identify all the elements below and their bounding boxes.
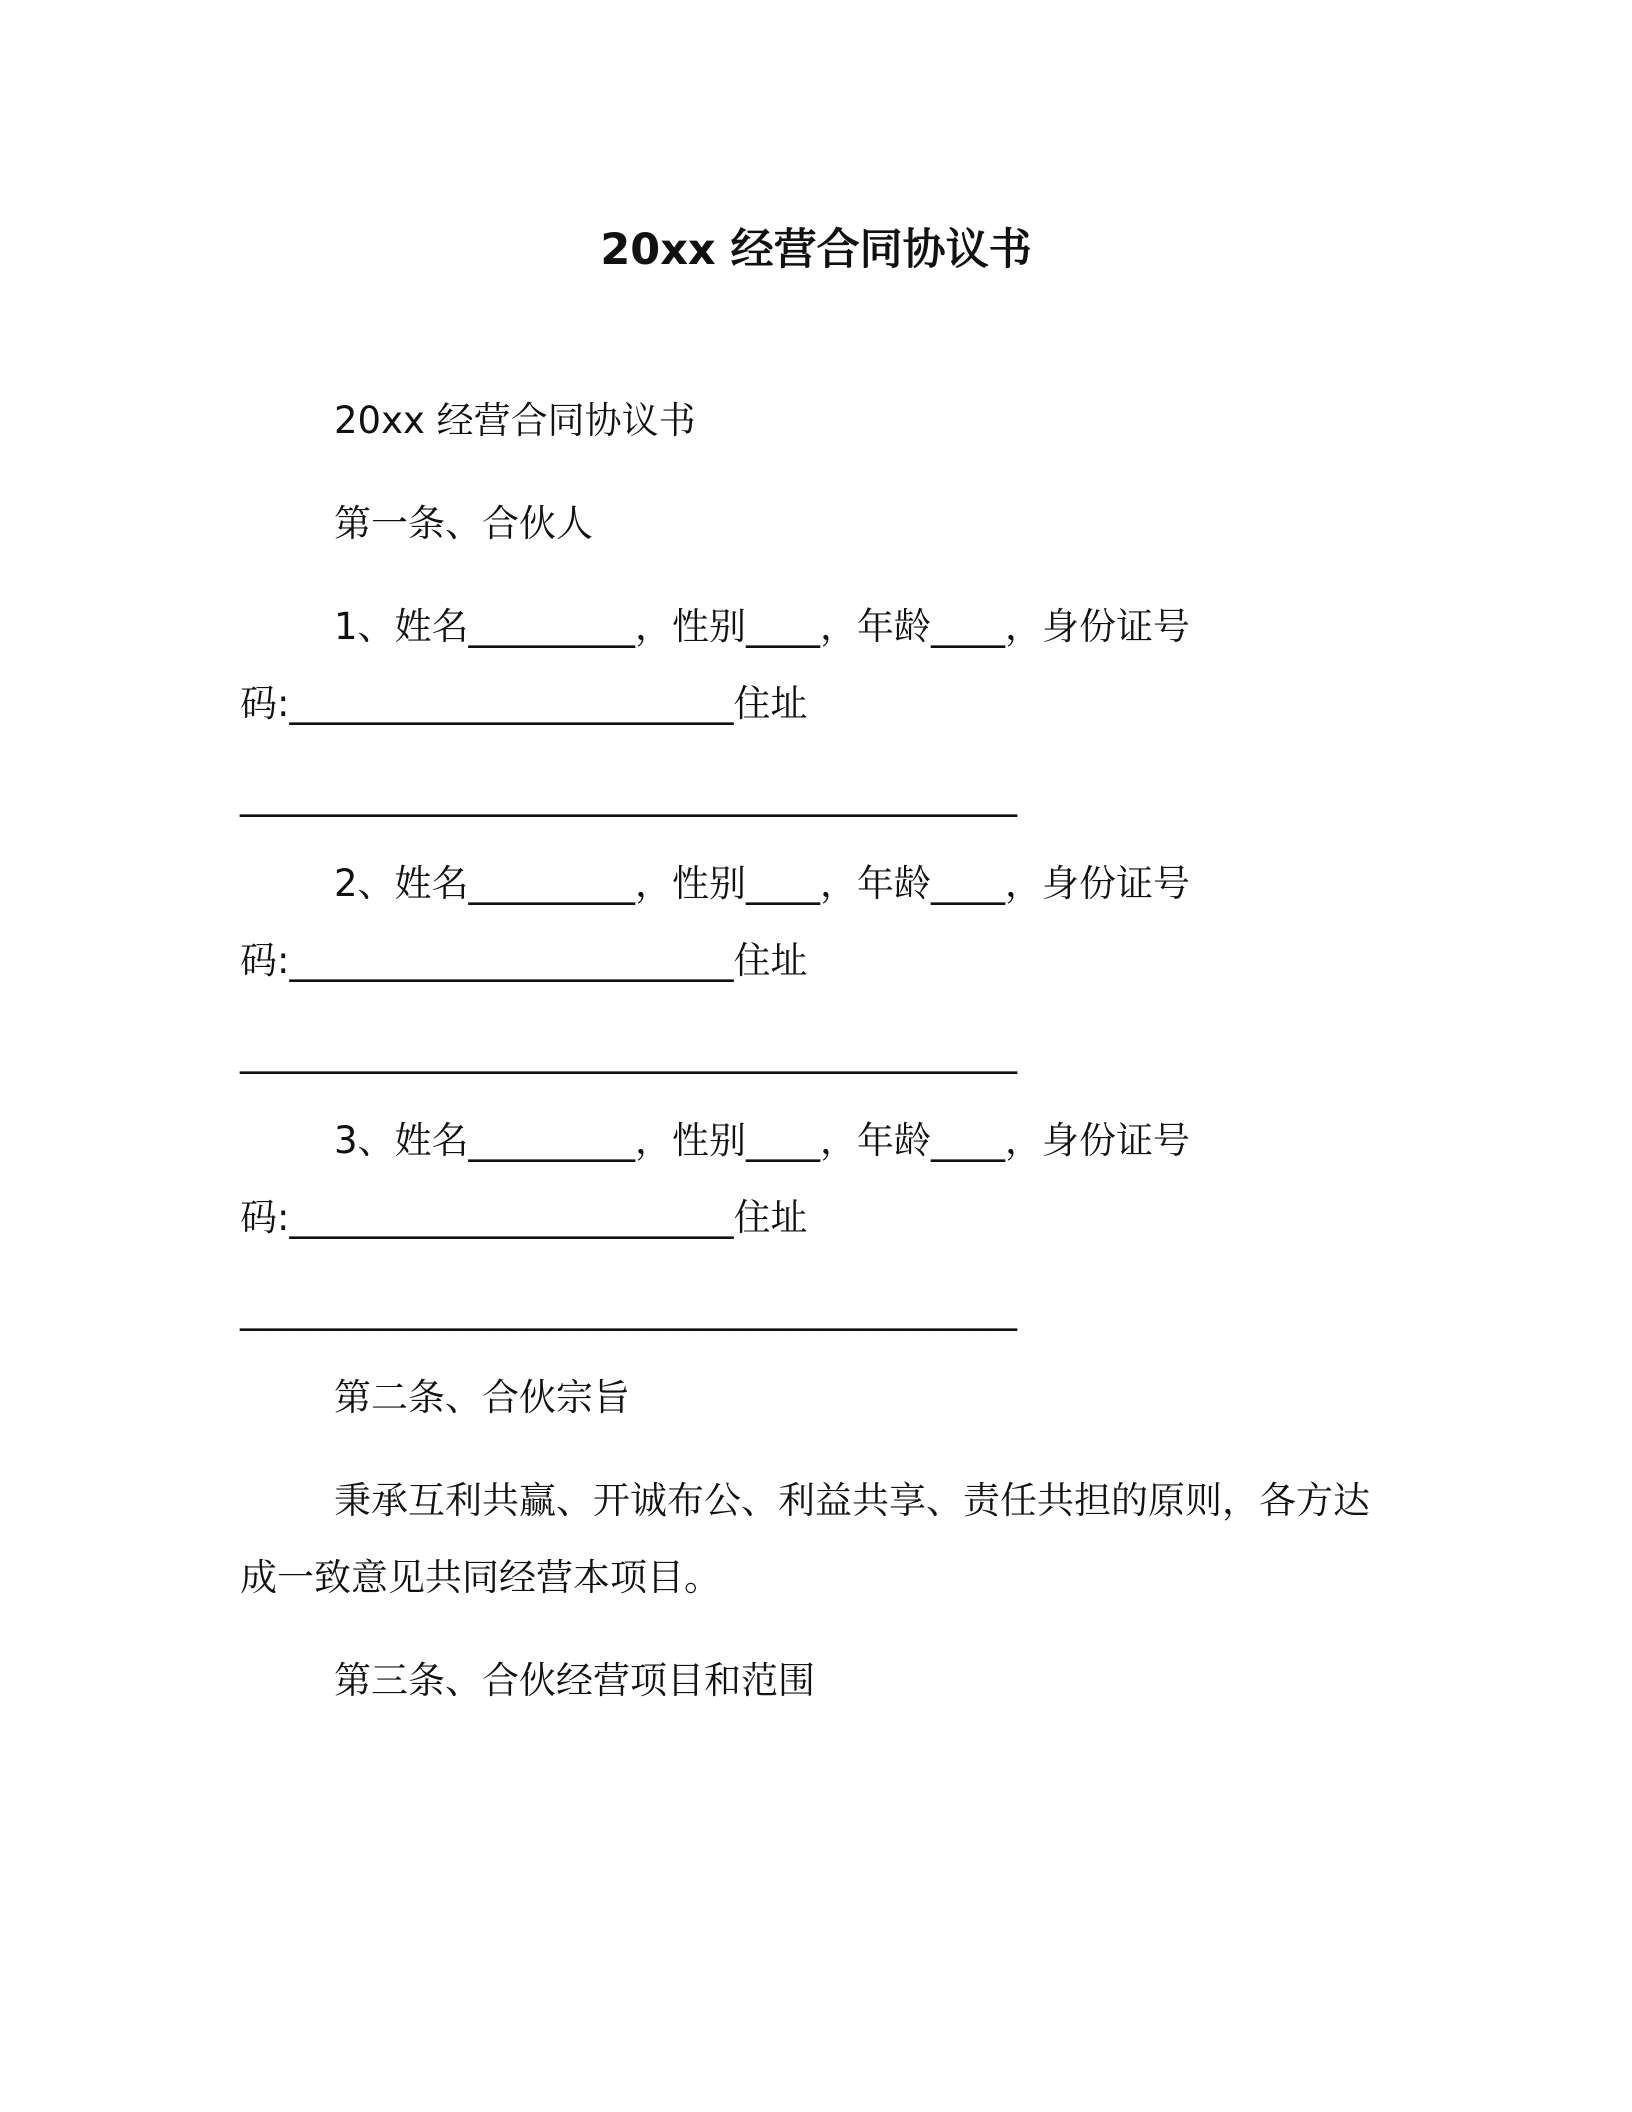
article-3-heading: 第三条、合伙经营项目和范围 (334, 1659, 815, 1702)
partner-3-id-address-line: 码:________________________住址 (240, 1196, 808, 1239)
partner-2-info-line: 2、姓名_________，性别____，年龄____，身份证号 (334, 862, 1191, 905)
article-2-body-line-2: 成一致意见共同经营本项目。 (240, 1556, 721, 1599)
article-1-heading: 第一条、合伙人 (334, 502, 593, 545)
article-2-body-line-1: 秉承互利共赢、开诚布公、利益共享、责任共担的原则，各方达 (334, 1479, 1370, 1522)
document-subtitle: 20xx 经营合同协议书 (334, 399, 696, 442)
article-2-heading: 第二条、合伙宗旨 (334, 1376, 630, 1419)
partner-1-id-address-line: 码:________________________住址 (240, 682, 808, 725)
partner-3-address-blank: __________________________________________ (240, 1288, 1017, 1331)
partner-1-info-line: 1、姓名_________，性别____，年龄____，身份证号 (334, 605, 1191, 648)
document-title: 20xx 经营合同协议书 (600, 225, 1032, 275)
partner-3-info-line: 3、姓名_________，性别____，年龄____，身份证号 (334, 1119, 1191, 1162)
partner-1-address-blank: __________________________________________ (240, 774, 1017, 817)
partner-2-address-blank: __________________________________________ (240, 1031, 1017, 1074)
partner-2-id-address-line: 码:________________________住址 (240, 939, 808, 982)
